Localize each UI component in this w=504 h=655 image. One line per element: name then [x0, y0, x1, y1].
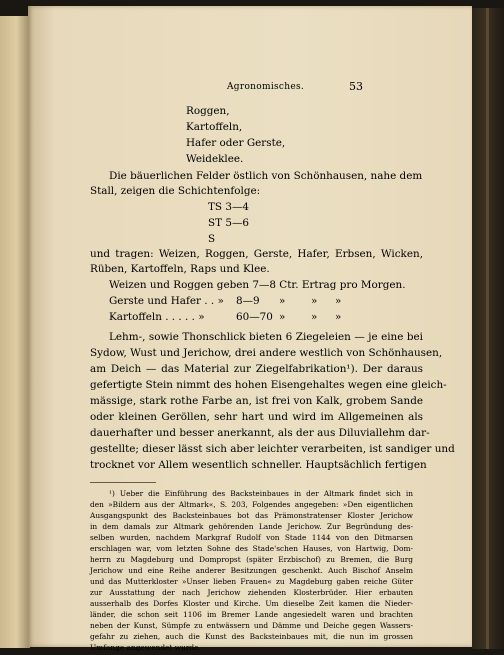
footnote-line: erschlagen war, vom letzten Sohne des Stade'schen Hauses, von Hartwig, Dom-: [90, 544, 413, 553]
paragraph-line: Stall, zeigen die Schichtenfolge:: [90, 185, 261, 197]
paragraph-line: Die bäuerlichen Felder östlich von Schönhausen, nahe dem: [109, 170, 423, 182]
layer-sequence: ST 5—6: [208, 217, 249, 229]
footnote-line: herrn zu Magdeburg und Dompropst (später Erzbischof) zu Bremen, die Burg: [90, 555, 413, 564]
paragraph-line: gestellte; dieser lässt sich aber leichter verarbeiten, ist sandiger und: [90, 443, 455, 455]
ditto-mark: »: [335, 295, 342, 307]
paragraph-line: am Deich — das Material zur Ziegelfabrikation¹). Der daraus: [90, 363, 423, 375]
footnote-line: länder, die schon seit 1106 im Bremer Lande angesiedelt waren und brachten: [90, 610, 413, 619]
footnote-line: selben wurden, nachdem Markgraf Rudolf von Stade 1144 von den Ditmarsen: [90, 533, 413, 542]
footnote-line: Ausgangspunkt des Backsteinbaues bot das Prämonstratenser Kloster Jerichow: [90, 511, 413, 520]
binding-band: [486, 8, 489, 649]
paragraph-line: trocknet vor Allem wesentlich schneller. Hauptsächlich fertigen: [90, 459, 427, 471]
yield-row: Weizen und Roggen geben 7—8 Ctr. Ertrag pro Morgen.: [109, 279, 406, 291]
paragraph-line: Sydow, Wust und Jerichow, drei andere westlich von Schönhausen,: [90, 347, 443, 359]
ditto-mark: »: [335, 311, 342, 323]
ditto-mark: »: [311, 311, 318, 323]
footnote-line: ausserhalb des Dorfes Kloster und Kirche. Um dieselbe Zeit kamen die Nieder-: [90, 599, 413, 608]
paragraph-line: gefertigte Stein nimmt des hohen Eisengehaltes wegen eine gleich-: [90, 379, 447, 391]
footnote-line: ¹) Ueber die Einführung des Backsteinbaues in der Altmark findet sich in: [109, 489, 413, 498]
paragraph-line: mässige, stark rothe Farbe an, ist frei von Kalk, grobem Sande: [90, 395, 423, 407]
list-item: Hafer oder Gerste,: [186, 137, 286, 149]
footnote-line: den »Bildern aus der Altmark«, S. 203, Folgendes angegeben: »Den eigentlichen: [90, 500, 413, 509]
footnote-line: Umfange angewendet wurde.: [90, 643, 201, 652]
layer-sequence: S: [208, 233, 216, 245]
paragraph-line: und tragen: Weizen, Roggen, Gerste, Hafer, Erbsen, Wicken,: [90, 248, 423, 260]
ditto-mark: »: [279, 295, 286, 307]
page-number: 53: [349, 80, 363, 93]
footnote-line: und das Mutterkloster »Unser lieben Frauen« zu Magdeburg gaben reiche Güter: [90, 577, 413, 586]
paragraph-line: dauerhafter und besser anerkannt, als der aus Diluviallehm dar-: [90, 427, 430, 439]
yield-value: 60—70: [236, 311, 273, 323]
ditto-mark: »: [279, 311, 286, 323]
paragraph-line: oder kleinen Geröllen, sehr hart und wird im Allgemeinen als: [90, 411, 423, 423]
paragraph-line: Lehm-, sowie Thonschlick bieten 6 Ziegeleien — je eine bei: [109, 331, 423, 343]
ditto-mark: »: [311, 295, 318, 307]
list-item: Roggen,: [186, 105, 230, 117]
footnote-line: Jerichow und eine Reihe anderer Besitzungen geschenkt. Auch Bischof Anselm: [90, 566, 413, 575]
paragraph-line: Rüben, Kartoffeln, Raps und Klee.: [90, 263, 270, 275]
list-item: Weideklee.: [186, 153, 244, 165]
left-page-edge: [0, 16, 30, 648]
running-title: Agronomisches.: [227, 82, 305, 92]
right-binding-edge: [472, 8, 504, 649]
footnote-line: zur Ausstattung der nach Jerichow ziehenden Klosterbrüder. Hier erbauten: [90, 588, 413, 597]
footnote-line: neben der Kunst, Sümpfe zu entwässern und Dämme und Deiche gegen Wassers-: [90, 621, 413, 630]
footnote-separator: [90, 482, 156, 483]
yield-label: Gerste und Hafer . . »: [109, 295, 224, 307]
yield-value: 8—9: [236, 295, 260, 307]
list-item: Kartoffeln,: [186, 121, 243, 133]
yield-label: Kartoffeln . . . . . »: [109, 311, 205, 323]
layer-sequence: TS 3—4: [208, 201, 249, 213]
footnote-line: in dem damals zur Altmark gehörenden Lande Jerichow. Zur Begründung des-: [90, 522, 413, 531]
footnote-line: gefahr zu ziehen, auch die Kunst des Backsteinbaues mit, die nun im grossen: [90, 632, 413, 641]
